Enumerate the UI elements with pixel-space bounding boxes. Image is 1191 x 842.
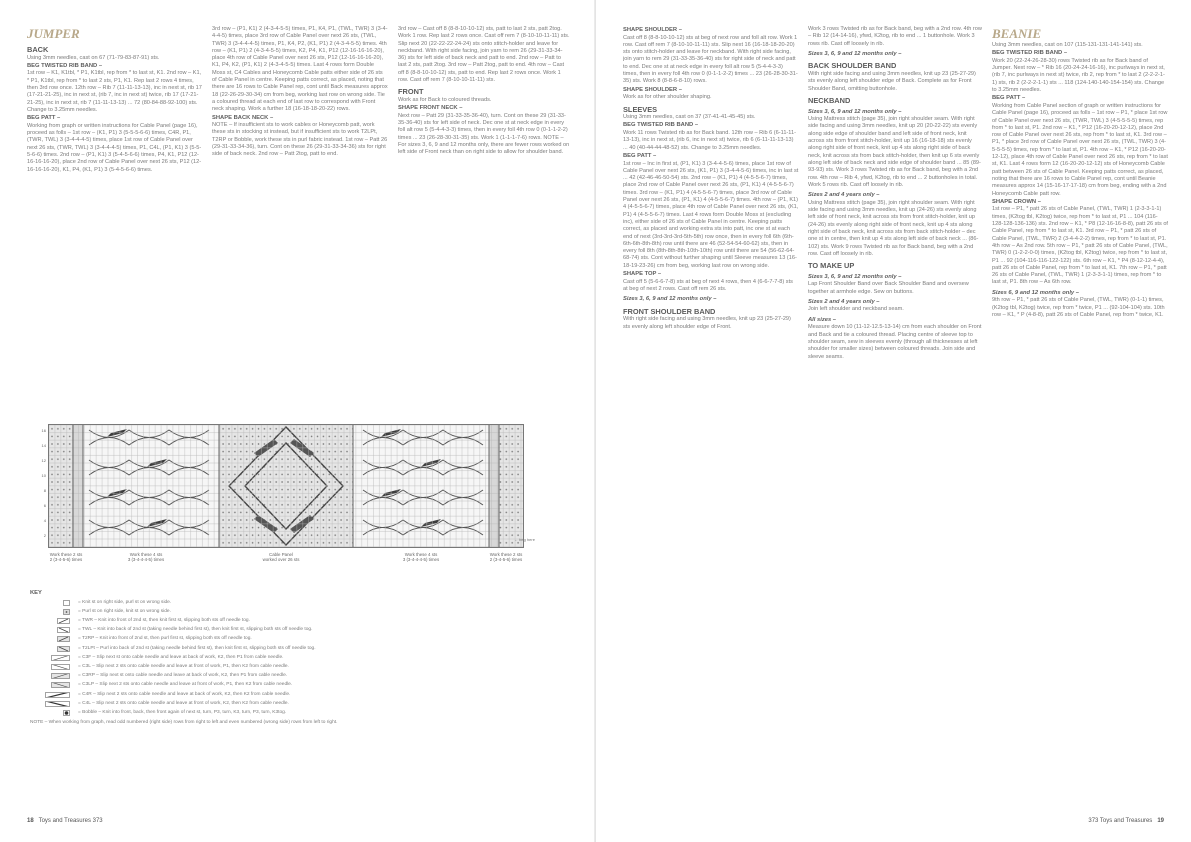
twisted-rib-heading: BEG TWISTED RIB BAND –: [27, 62, 103, 69]
size-heading: Sizes 3, 6, 9 and 12 months only –: [808, 50, 902, 57]
jumper-title: JUMPER: [27, 26, 80, 41]
size-heading: Sizes 3, 6, 9 and 12 months only –: [623, 296, 717, 303]
t2lpt-symbol-icon: [38, 646, 70, 652]
key-text: = C3L – Slip next 2 sts onto cable needle and leave at front of work, P1, then K2 from cable needle.: [78, 663, 289, 669]
knit-symbol-icon: [38, 600, 70, 606]
left-footer: [27, 818, 103, 824]
shape-shoulder-text: Cast off 8 (8-8-10-10-12) sts at beg of next row and foll alt row. Work 1 row. Cast off rem 7 (8-10-10-11-11) sts. Slip next 16 (16-18-18-20-20) sts onto stitch-holder and leave for neckband. With right side facing, join yarn to rem 29 (31-33-35-36-40) sts for right side of neck and patt to end. Dec one st at neck edge in every foll alt row 5 (5-4-4-3-3) times, then in every foll 4th row 0 (0-1-1-2-2) times ... 23 (26-28-30-31-35) sts. Work 8 (8-8-6-8-10) rows.: [623, 34, 798, 85]
c3f-symbol-icon: [38, 655, 70, 661]
chart-key: [30, 590, 570, 726]
left-column-3: [398, 26, 570, 421]
chart-graphic: [49, 425, 523, 547]
neckband-heading: NECKBAND: [808, 95, 851, 105]
publication-title: 373 Toys and Treasures: [1088, 818, 1153, 824]
left-column-2: [212, 26, 388, 386]
key-text: = TWL – Knit into back of 2nd st (taking needle behind first st), then knit first st, slipping both sts off needle tog.: [78, 627, 313, 633]
sleeve-patt-heading: BEG PATT –: [623, 152, 657, 159]
key-text: = Purl st on right side, knit st on wrong side.: [78, 608, 171, 614]
key-text: = C3F – Slip next st onto cable needle and leave at back of work, K2, then P1 from cable needle.: [78, 654, 284, 660]
key-text: = T2LPt – Purl into back of 2nd st (taking needle behind first st), then knit first st, slipping both sts off needle tog.: [78, 645, 316, 651]
sleeves-heading: SLEEVES: [623, 104, 658, 114]
chart-label: [386, 552, 456, 563]
chart-label-line2: 3 (3-4-4-4-5) times: [402, 557, 440, 563]
neckband-text: Using Mattress stitch (page 35), join right shoulder seam. With right side facing and using 3mm needles, knit up 20 (20-22-22) sts evenly along side edge of shoulder band and left side of front neck, knit across sts from front stitch-holder, knit up 16 (16-18-18) sts evenly along right side of front neck, knit up 4 sts along right side of back neck, knit across sts from back stitch-holder, then knit up 6 sts evenly along left side of back neck and side edge of shoulder band ... 85 (89-93-93) sts. Work 3 rows Twisted rib as for Back band, beg with a 2nd row. 4th row – Rib 4, yfwd, K2tog, rib to end ... 2 buttonholes in total. Work 5 rows rib. Cast off loosely in rib.: [808, 116, 981, 188]
beanie-patt-text: Working from Cable Panel section of graph or written instructions for Cable Panel (page 16), proceed as folls – 1st row – P1, * place 1st row of Cable Panel over next 26 sts, (TWR, TWL) 3 (4-5-5-5-5) times, rep from * to last st, P1. 2nd row – K1, * P12 (16-20-20-12-12), place 2nd row of Cable Panel over next 26 sts, rep from * to last st, K1. 3rd row – P1, * place 3rd row of Cable Panel over next 26 sts, (TWL, TWR) 3 (4-5-5-5-5) times, rep from * to last st, P1. 4th row – K1, * P12 (16-20-20-12-12), place 4th row of Cable Panel over next 26 sts, rep from * to last st, K1. Last 4 rows form 12 (16-20-20-12-12) sts of Honeycomb Cable patt between 26 sts of Cable Panel. Keeping patts correct, as placed, noting that there are 16 rows to Cable Panel rep, cont until Beanie measures approx 14 (15-16-17-17-18) cm from beg, ending with a 2nd Honeycomb Cable patt row.: [992, 102, 1168, 197]
c4r-symbol-icon: [38, 692, 70, 698]
shape-shoulder-heading-2: SHAPE SHOULDER –: [623, 86, 682, 93]
beg-patt-text: Working from graph or written instructions for Cable Panel (page 16), proceed as folls – 1st row – (K1, P1) 3 (5-5-5-6-6) times, C4R, P1, (TWR, TWL) 3 (3-4-4-4-5) times, place 1st row of Cable Panel over next 26 sts, (TWR, TWL) 3 (3-4-4-4-5) times, P1, C4L, (P1, K1) 3 (5-5-5-6-6) times. 2nd row – (P1, K1) 3 (5-4-5-6-6) times, P4, K1, P12 (12-16-16-16-20), place 2nd row of Cable Panel over next 26 sts, P12 (12-16-16-16-20), K1, P4, (K1, P1) 3 (5-4-5-6-6) times.: [27, 122, 202, 173]
key-item: [30, 616, 570, 625]
beanie-rib-heading: BEG TWISTED RIB BAND –: [992, 50, 1068, 57]
key-item: [30, 653, 570, 662]
right-column-2: [808, 26, 984, 796]
beanie-rib-text: Work 20 (22-24-26-28-30) rows Twisted rib as for Back band of Jumper. Next row – * Rib 16 (20-24-24-16-16), inc purlways in next st, (rib 7, inc purlways in next st) twice, rib 2, rep from * to last 2 (2-2-2-1-1) sts, rib 2 (2-2-2-1-1) sts ... 118 (124-140-140-154-154) sts. Change to 3.25mm needles.: [992, 57, 1165, 94]
shape-crown-text: 1st row – P1, * patt 26 sts of Cable Panel, (TWL, TWR) 1 (2-3-3-1-1) times, (K2tog tbl, K2tog) twice, rep from * to last st, P1 ... 104 (116-128-128-136-136) sts. 2nd row – K1, * P8 (12-16-16-8-8), patt 26 sts of Cable Panel, rep from * to last st, K1. 3rd row – P1, * patt 26 sts of Cable Panel, (TWL, TWR) 2 (3-4-4-2-2) times, rep from * to last st, P1. 4th row – As 2nd row. 5th row – P1, * patt 26 sts of Cable Panel, (TWL, TWR) 0 (1-2-2-0-0) times, (K2tog tbl, K2tog) twice, rep from * to last st, P1 ... 92 (104-116-116-122-122) sts. 6th row – K1, * P4 (8-12-12-4-4), patt 26 sts of Cable Panel, rep from * to last st, K1. 7th row – P1, * patt 26 sts of Cable Panel, (TWL, TWR) 1 (2-3-3-1-1) times, rep from * to last st, P1. 8th row – As 6th row.: [992, 206, 1168, 286]
c3lp-symbol-icon: [38, 682, 70, 688]
left-page: [0, 0, 595, 842]
shape-top-heading: SHAPE TOP –: [623, 270, 662, 277]
knitting-chart: [36, 422, 566, 582]
shape-front-neck-text: Next row – Patt 29 (31-33-35-36-40), turn. Cont on these 29 (31-33-35-36-40) sts for left side of neck. Dec one st at neck edge in every foll alt row 5 (5-4-4-3-3) times, then in every foll 4th row 0 (0-1-1-2-2) times ... 23 (26-28-30-31-35) sts. Work 1 (1-1-1-7-6) rows. NOTE – For sizes 3, 6, 9 and 12 months only, there are fewer rows worked on left side of Front neck than on right side to allow for shoulder band.: [398, 112, 570, 156]
row-number: 16: [41, 428, 46, 433]
row-number: 2: [43, 533, 46, 538]
key-item: [30, 708, 570, 717]
chart-start-label: beg here: [519, 537, 535, 542]
chart-label: [36, 552, 96, 563]
back-shoulder-band-text: With right side facing and using 3mm needles, knit up 23 (25-27-29) sts evenly along left shoulder edge of Back. Complete as for Front Shoulder Band, omitting buttonhole.: [808, 71, 976, 92]
chart-label-line2: worked over 26 sts: [262, 557, 300, 563]
row-number: 14: [41, 443, 46, 448]
size-heading: Sizes 2 and 4 years only –: [808, 192, 880, 199]
purl-symbol-icon: [38, 609, 70, 615]
key-item: [30, 699, 570, 708]
key-text: = C4R – Slip next 2 sts onto cable needle and leave at back of work, K2, then K2 from cable needle.: [78, 691, 291, 697]
chart-label-line2: 2 (3-4-5-6) times: [489, 557, 523, 563]
right-footer: [1088, 818, 1164, 824]
key-text: = C4L – Slip next 2 sts onto cable needle and leave at front of work, K2, then K2 from cable needle.: [78, 700, 289, 706]
back-text: Using 3mm needles, cast on 67 (71-79-83-87-91) sts.: [27, 54, 160, 61]
back-cont-text: 3rd row – (P1, K1) 2 (4-3-4-5-5) times, P1, K4, P1, (TWL, TWR) 3 (3-4-4-4-5) times, place 3rd row of Cable Panel over next 26 sts, (TWL, TWR) 3 (3-4-4-4-5) times, P1, K4, P2, (K1, P1) 2 (4-3-4-5-5) times. 4th row – (K1, P1) 2 (4-3-4-5-5) times, K2, P4, K1, P12 (12-16-16-16-20), place 4th row of Cable Panel over next 26 sts, P12 (12-16-16-16-20), K1, P4, K2, (P1, K1) 2 (4-3-4-5-5) times. Last 4 rows form Double Moss st, C4 Cables and Honeycomb Cable patts either side of 26 sts of Cable Panel in centre. Keeping patts correct, as placed, noting that there are 16 rows to Cable Panel rep, cont until Back measures approx 18 (22-26-29-30-34) cm from beg, working last row on wrong side. Tie a coloured thread at each end of last row to correspond with Front neck shaping. Work a further 18 (16-18-18-20-22) rows.: [212, 26, 388, 113]
back-neck-cont-text: 3rd row – Cast off 8 (8-8-10-10-12) sts, patt to last 2 sts, patt 2tog. Work 1 row. Rep last 2 rows once. Cast off rem 7 (8-10-10-11-11) sts. Slip next 20 (22-22-22-24-24) sts onto stitch-holder and leave for neckband. With right side facing, join yarn to rem 26 (29-31-33-34-36) sts for left side of back neck and patt to end. 2nd row – Patt to last 2 sts, patt 2tog. 3rd row – Patt 2tog, patt to end. 4th row – Cast off 8 (8-8-10-10-12) sts, patt to end. Rep last 2 rows once. Work 1 row. Cast off rem 7 (8-10-10-11-11) sts.: [398, 26, 570, 84]
to-make-up-heading: TO MAKE UP: [808, 261, 855, 271]
key-item: [30, 607, 570, 616]
front-shoulder-band-text: With right side facing and using 3mm needles, knit up 23 (25-27-29) sts evenly along left shoulder edge of Front.: [623, 316, 791, 330]
shape-shoulder-heading: SHAPE SHOULDER –: [623, 27, 682, 33]
beanie-patt-heading: BEG PATT –: [992, 95, 1026, 102]
chart-row-numbers: [36, 426, 48, 548]
shape-crown-heading: SHAPE CROWN –: [992, 198, 1041, 205]
shape-back-neck-heading: SHAPE BACK NECK –: [212, 114, 274, 121]
c4l-symbol-icon: [38, 701, 70, 707]
make-up-text: Lap Front Shoulder Band over Back Shoulder Band and oversew together at armhole edge. Sew on buttons.: [808, 281, 969, 295]
sleeve-patt-text: 1st row – Inc in first st, (P1, K1) 3 (3-4-4-5-6) times, place 1st row of Cable Panel over next 26 sts, (K1, P1) 3 (3-4-4-5-6) times, inc in last st ... 42 (42-46-46-50-54) sts. 2nd row – (K1, P1) 4 (4-5-5-6-7) times, place 2nd row of Cable Panel over next 26 sts, (P1, K1) 4 (4-5-5-6-7) times. 3rd row – (K1, P1) 4 (4-5-5-6-7) times, place 3rd row of Cable Panel over next 26 sts, (P1, K1) 4 (4-5-5-6-7) times. 4th row – (P1, K1) 4 (4-5-5-6-7) times, place 4th row of Cable Panel over next 26 sts, (K1, P1) 4 (4-5-5-6-7) times. Last 4 rows form Double Moss st (excluding inc), either side of 26 sts of Cable Panel in centre. Keeping patts correct, as placed and working extra sts into patt, inc one st at each end of next (3rd-3rd-3rd-5th-5th) row once, then in every foll 6th (6th-6th-6th-8th-8th) row until there are 46 (52-54-54-60-62) sts, then in every foll 8th (8th-8th-8th-10th-10th) row until there are 54 (56-62-64-68-74) sts. Cont without further shaping until Sleeve measures 13 (16-18-19-23-26) cm from beg, working last row on wrong side.: [623, 160, 799, 269]
c3rp-symbol-icon: [38, 673, 70, 679]
page-number: 19: [1157, 818, 1164, 824]
twr-symbol-icon: [38, 618, 70, 624]
right-column-3: [992, 26, 1168, 796]
shape-shoulder-text-2: Work as for other shoulder shaping.: [623, 94, 712, 101]
publication-title: Toys and Treasures 373: [38, 818, 103, 824]
chart-label-line1: Work these 4 sts: [129, 552, 163, 557]
key-text: = Knit st on right side, purl st on wrong side.: [78, 599, 172, 605]
size-heading: Sizes 3, 6, 9 and 12 months only –: [808, 273, 902, 280]
twl-symbol-icon: [38, 627, 70, 633]
key-item: [30, 690, 570, 699]
left-column-1: [27, 26, 203, 386]
chart-start-arrow: ← beg here: [514, 537, 535, 542]
size-heading: Sizes 3, 6, 9 and 12 months only –: [808, 108, 902, 115]
make-up-text-3: Measure down 10 (11-12-12.5-13-14) cm from each shoulder on Front and Back and tie a coloured thread. Placing centre of sleeve top to shoulder seam, sew in sleeves evenly (through all thicknesses at left shoulder for smaller sizes) between coloured threads. Join side and sleeve seams.: [808, 324, 982, 360]
chart-grid: [48, 424, 524, 548]
key-text: = C3LP – Slip next 2 sts onto cable needle and leave at front of work, P1, then K2 from cable needle.: [78, 682, 293, 688]
size-heading: Sizes 2 and 4 years only –: [808, 298, 880, 305]
chart-label: [246, 552, 316, 563]
key-text: = TWR – Knit into front of 2nd st, then knit first st, slipping both sts off needle tog.: [78, 618, 250, 624]
make-up-text-2: Join left shoulder and neckband seam.: [808, 306, 904, 313]
chart-label-line1: Work these 2 sts: [489, 552, 523, 557]
key-text: = C3RP – Slip next st onto cable needle and leave at back of work, K2, then P1 from cable needle.: [78, 673, 288, 679]
shoulder-band-cont-text: Work 3 rows Twisted rib as for Back band, beg with a 2nd row. 4th row – Rib 12 (14-14-16), yfwd, K2tog, rib to end ... 1 buttonhole. Work 3 rows rib. Cast off loosely in rib.: [808, 26, 982, 47]
right-column-1: [623, 26, 799, 796]
key-item: [30, 635, 570, 644]
front-shoulder-band-heading: FRONT SHOULDER BAND: [623, 306, 716, 316]
chart-label-line1: Work these 2 sts: [49, 552, 83, 557]
right-page: [596, 0, 1191, 842]
chart-label: [111, 552, 181, 563]
row-number: 10: [41, 473, 46, 478]
shape-back-neck-text: NOTE – If insufficient sts to work cables or Honeycomb patt, work these sts in stocking st instead, but if insufficient sts to work T2LPt, T2RP or Bobble, work these sts in purl fabric instead. 1st row – Patt 26 (29-31-33-34-36), turn. Cont on these 26 (29-31-33-34-36) sts for right side of back neck. 2nd row – Patt 2tog, patt to end.: [212, 122, 388, 158]
key-text: = T2RP – Knit into front of 2nd st, then purl first st, slipping both sts off needle tog.: [78, 636, 252, 642]
key-item: [30, 626, 570, 635]
chart-label: [476, 552, 536, 563]
chart-label-line2: 3 (3-4-4-4-5) times: [127, 557, 165, 563]
chart-label-line2: 2 (3-4-5-6) times: [49, 557, 83, 563]
neckband-text-2: Using Mattress stitch (page 35), join right shoulder seam. With right side facing and using 3mm needles, knit up (24-26) sts evenly along left side of front neck, knit across sts from front stitch-holder, knit up (24-26) sts evenly along right side of front neck, knit up 4 sts along right side of back neck, knit across sts from back stitch-holder – dec one st in centre, then knit up 4 sts along left side of back neck ... (86-102) sts. Work 9 rows Twisted rib as for Back band, beg with a 2nd row. Cast off loosely in rib.: [808, 199, 979, 257]
size-heading: Sizes 6, 9 and 12 months only –: [992, 289, 1079, 296]
c3l-symbol-icon: [38, 664, 70, 670]
key-note: NOTE – When working from graph, read odd numbered (right side) rows from right to left and even numbered (wrong side) rows from left to right.: [30, 719, 338, 725]
key-item: [30, 662, 570, 671]
shape-top-text: Cast off 5 (5-6-6-7-8) sts at beg of next 4 rows, then 4 (6-6-7-7-8) sts at beg of next 2 rows. Cast off rem 26 sts.: [623, 278, 793, 292]
back-shoulder-band-heading: BACK SHOULDER BAND: [808, 61, 897, 71]
key-title: KEY: [30, 590, 42, 596]
shape-crown-text-2: 9th row – P1, * patt 26 sts of Cable Panel, (TWL, TWR) (0-1-1) times, (K2tog tbl, K2tog) twice, rep from * twice, P1 ... (92-104-104) sts. 10th row – K1, * P (4-8-8), patt 26 sts of Cable Panel, rep from * twice, K1.: [992, 297, 1165, 318]
chart-label-line1: Work these 4 sts: [404, 552, 438, 557]
t2rp-symbol-icon: [38, 636, 70, 642]
row-number: 6: [43, 503, 46, 508]
twisted-rib-text: 1st row – K1, K1tbl, * P1, K1tbl, rep from * to last st, K1. 2nd row – K1, * P1, K1tbl, rep from * to last 2 sts, P1, K1. Rep last 2 rows 4 times, then 3rd row once. 12th row – Rib 7 (11-11-13-13), inc in next st, rib 17 (17-21-21-25), inc in next st, (rib 7, inc in next st) twice, rib 17 (17-21-21-25), inc in next st, rib 7 (11-11-13-13) ... 72 (80-84-88-92-100) sts. Change to 3.25mm needles.: [27, 70, 202, 113]
key-item: [30, 644, 570, 653]
front-heading: FRONT: [398, 87, 424, 97]
key-text: = Bobble – Knit into front, back, then front again of next st, turn, P3, turn, K3, turn, P3, turn, K3tog.: [78, 709, 287, 715]
row-number: 8: [43, 488, 46, 493]
beg-patt-heading: BEG PATT –: [27, 115, 61, 122]
beanie-title: BEANIE: [992, 26, 1042, 41]
shape-front-neck-heading: SHAPE FRONT NECK –: [398, 105, 463, 112]
key-item: [30, 672, 570, 681]
key-item: [30, 598, 570, 607]
row-number: 12: [41, 458, 46, 463]
size-heading: All sizes –: [808, 316, 837, 323]
bobble-symbol-icon: [38, 710, 70, 716]
row-number: 4: [43, 518, 46, 523]
page-number: 18: [27, 818, 34, 824]
chart-label-line1: Cable Panel: [269, 552, 293, 557]
front-text: Work as for Back to coloured threads.: [398, 96, 492, 103]
sleeves-text: Using 3mm needles, cast on 37 (37-41-41-45-45) sts.: [623, 114, 756, 121]
sleeve-rib-heading: BEG TWISTED RIB BAND –: [623, 122, 699, 129]
beanie-intro-text: Using 3mm needles, cast on 107 (115-131-131-141-141) sts.: [992, 42, 1143, 48]
back-heading: BACK: [27, 45, 49, 54]
sleeve-rib-text: Work 11 rows Twisted rib as for Back band. 12th row – Rib 6 (6-11-11-13-13), inc in next st, (rib 6, inc in next st) twice, rib 6 (6-11-11-13-13) ... 40 (40-44-44-48-52) sts. Change to 3.25mm needles.: [623, 130, 796, 151]
key-item: [30, 681, 570, 690]
